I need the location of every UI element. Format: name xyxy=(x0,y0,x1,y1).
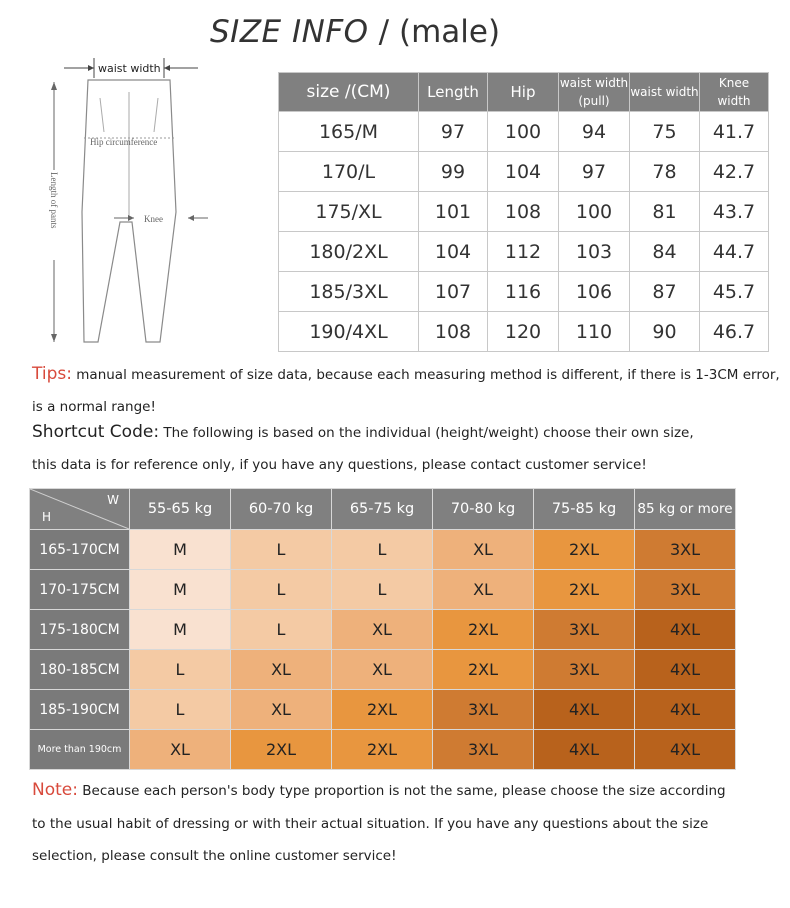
tips-text-1: manual measurement of size data, because each measuring method is different, if there is 1-3CM error, xyxy=(76,367,780,383)
header-hip: Hip xyxy=(488,73,559,112)
size-cell: 4XL xyxy=(534,690,635,730)
cell-hip: 112 xyxy=(488,232,559,272)
height-cell: 175-180CM xyxy=(30,610,130,650)
table-row xyxy=(279,272,769,312)
length-label: Length of pants xyxy=(49,172,59,229)
header-size: size /(CM) xyxy=(279,73,419,112)
size-cell: 2XL xyxy=(231,730,332,770)
cell-size: 170/L xyxy=(279,152,419,192)
corner-h: H xyxy=(42,510,52,524)
size-cell: 4XL xyxy=(534,730,635,770)
shortcut-line-1 xyxy=(32,422,694,442)
cell-waist: 90 xyxy=(630,312,700,352)
cell-knee: 44.7 xyxy=(700,232,769,272)
corner-cell xyxy=(30,489,130,530)
size-cell: M xyxy=(130,570,231,610)
size-cell: 3XL xyxy=(635,530,736,570)
corner-w: W xyxy=(107,493,119,507)
size-cell: L xyxy=(231,530,332,570)
size-cell: L xyxy=(130,650,231,690)
size-table xyxy=(278,72,769,352)
table-row xyxy=(279,112,769,152)
cell-waist: 75 xyxy=(630,112,700,152)
header-knee-1: Knee xyxy=(718,76,750,90)
size-cell: XL xyxy=(231,650,332,690)
cell-waist-pull: 94 xyxy=(559,112,630,152)
cell-knee: 43.7 xyxy=(700,192,769,232)
size-cell: 4XL xyxy=(635,730,736,770)
weight-header: 65-75 kg xyxy=(332,489,433,530)
hip-label: Hip circumference xyxy=(90,137,158,147)
size-cell: L xyxy=(231,570,332,610)
cell-knee: 42.7 xyxy=(700,152,769,192)
size-cell: 2XL xyxy=(534,530,635,570)
height-cell: 170-175CM xyxy=(30,570,130,610)
cell-size: 165/M xyxy=(279,112,419,152)
tips-line-1 xyxy=(32,364,780,384)
size-cell: 3XL xyxy=(534,650,635,690)
cell-waist-pull: 106 xyxy=(559,272,630,312)
shortcut-label: Shortcut Code: xyxy=(32,422,160,442)
weight-header: 70-80 kg xyxy=(433,489,534,530)
size-cell: 3XL xyxy=(433,690,534,730)
cell-length: 101 xyxy=(419,192,488,232)
size-cell: L xyxy=(332,570,433,610)
cell-size: 175/XL xyxy=(279,192,419,232)
header-length: Length xyxy=(419,73,488,112)
note-line-1 xyxy=(32,780,726,800)
size-cell: XL xyxy=(332,610,433,650)
cell-waist: 78 xyxy=(630,152,700,192)
size-cell: 4XL xyxy=(635,610,736,650)
table-row xyxy=(30,690,736,730)
size-cell: 3XL xyxy=(534,610,635,650)
header-waist-pull-2: (pull) xyxy=(578,94,610,108)
size-cell: XL xyxy=(130,730,231,770)
size-cell: 2XL xyxy=(534,570,635,610)
size-cell: 2XL xyxy=(433,610,534,650)
shortcut-text-2: this data is for reference only, if you have any questions, please contact customer service! xyxy=(32,457,647,473)
cell-waist-pull: 97 xyxy=(559,152,630,192)
header-knee-2: width xyxy=(717,94,751,108)
title-main: SIZE INFO xyxy=(210,14,369,50)
cell-length: 97 xyxy=(419,112,488,152)
height-cell: 185-190CM xyxy=(30,690,130,730)
size-table-header xyxy=(279,73,769,112)
table-row xyxy=(30,610,736,650)
table-row xyxy=(30,730,736,770)
header-waist-pull xyxy=(559,73,630,112)
size-cell: 2XL xyxy=(332,690,433,730)
height-cell: 180-185CM xyxy=(30,650,130,690)
title-slash: / xyxy=(378,14,390,50)
header-knee xyxy=(700,73,769,112)
cell-waist-pull: 100 xyxy=(559,192,630,232)
tips-label: Tips: xyxy=(32,364,72,384)
cell-size: 185/3XL xyxy=(279,272,419,312)
note-text-2: to the usual habit of dressing or with their actual situation. If you have any questions about the size xyxy=(32,816,709,832)
table-row xyxy=(30,570,736,610)
size-cell: M xyxy=(130,530,231,570)
size-cell: L xyxy=(332,530,433,570)
size-cell: 2XL xyxy=(433,650,534,690)
cell-hip: 100 xyxy=(488,112,559,152)
cell-knee: 41.7 xyxy=(700,112,769,152)
size-cell: XL xyxy=(433,570,534,610)
cell-waist-pull: 103 xyxy=(559,232,630,272)
size-cell: M xyxy=(130,610,231,650)
waist-width-label: waist width xyxy=(98,62,161,75)
size-cell: XL xyxy=(433,530,534,570)
weight-header: 60-70 kg xyxy=(231,489,332,530)
cell-waist: 81 xyxy=(630,192,700,232)
cell-waist: 87 xyxy=(630,272,700,312)
table-row xyxy=(279,192,769,232)
size-cell: XL xyxy=(231,690,332,730)
table-row xyxy=(279,232,769,272)
size-cell: 4XL xyxy=(635,690,736,730)
height-cell: 165-170CM xyxy=(30,530,130,570)
shortcut-header xyxy=(30,489,736,530)
cell-hip: 108 xyxy=(488,192,559,232)
cell-size: 180/2XL xyxy=(279,232,419,272)
note-label: Note: xyxy=(32,780,78,800)
pants-outline-icon xyxy=(28,52,218,352)
cell-knee: 46.7 xyxy=(700,312,769,352)
pants-diagram xyxy=(28,52,218,352)
cell-knee: 45.7 xyxy=(700,272,769,312)
weight-header: 85 kg or more xyxy=(635,489,736,530)
header-waist: waist width xyxy=(630,73,700,112)
height-cell: More than 190cm xyxy=(30,730,130,770)
shortcut-text-1: The following is based on the individual (height/weight) choose their own size, xyxy=(163,425,694,441)
cell-length: 108 xyxy=(419,312,488,352)
cell-hip: 120 xyxy=(488,312,559,352)
cell-length: 99 xyxy=(419,152,488,192)
size-cell: L xyxy=(130,690,231,730)
table-row xyxy=(30,650,736,690)
size-cell: 4XL xyxy=(635,650,736,690)
header-waist-pull-1: waist width xyxy=(559,76,629,90)
shortcut-table xyxy=(29,488,736,770)
title-sub: (male) xyxy=(399,14,501,50)
cell-length: 107 xyxy=(419,272,488,312)
cell-waist: 84 xyxy=(630,232,700,272)
size-cell: 3XL xyxy=(433,730,534,770)
cell-hip: 116 xyxy=(488,272,559,312)
weight-header: 55-65 kg xyxy=(130,489,231,530)
cell-size: 190/4XL xyxy=(279,312,419,352)
cell-waist-pull: 110 xyxy=(559,312,630,352)
cell-hip: 104 xyxy=(488,152,559,192)
note-text-3: selection, please consult the online customer service! xyxy=(32,848,397,864)
tips-text-2: is a normal range! xyxy=(32,399,156,415)
table-row xyxy=(279,152,769,192)
size-cell: 2XL xyxy=(332,730,433,770)
knee-label: Knee xyxy=(144,214,163,224)
table-row xyxy=(30,530,736,570)
note-text-1: Because each person's body type proportion is not the same, please choose the size according xyxy=(82,783,726,799)
cell-length: 104 xyxy=(419,232,488,272)
size-cell: L xyxy=(231,610,332,650)
page-title xyxy=(210,14,500,50)
size-cell: XL xyxy=(332,650,433,690)
weight-header: 75-85 kg xyxy=(534,489,635,530)
table-row xyxy=(279,312,769,352)
size-cell: 3XL xyxy=(635,570,736,610)
